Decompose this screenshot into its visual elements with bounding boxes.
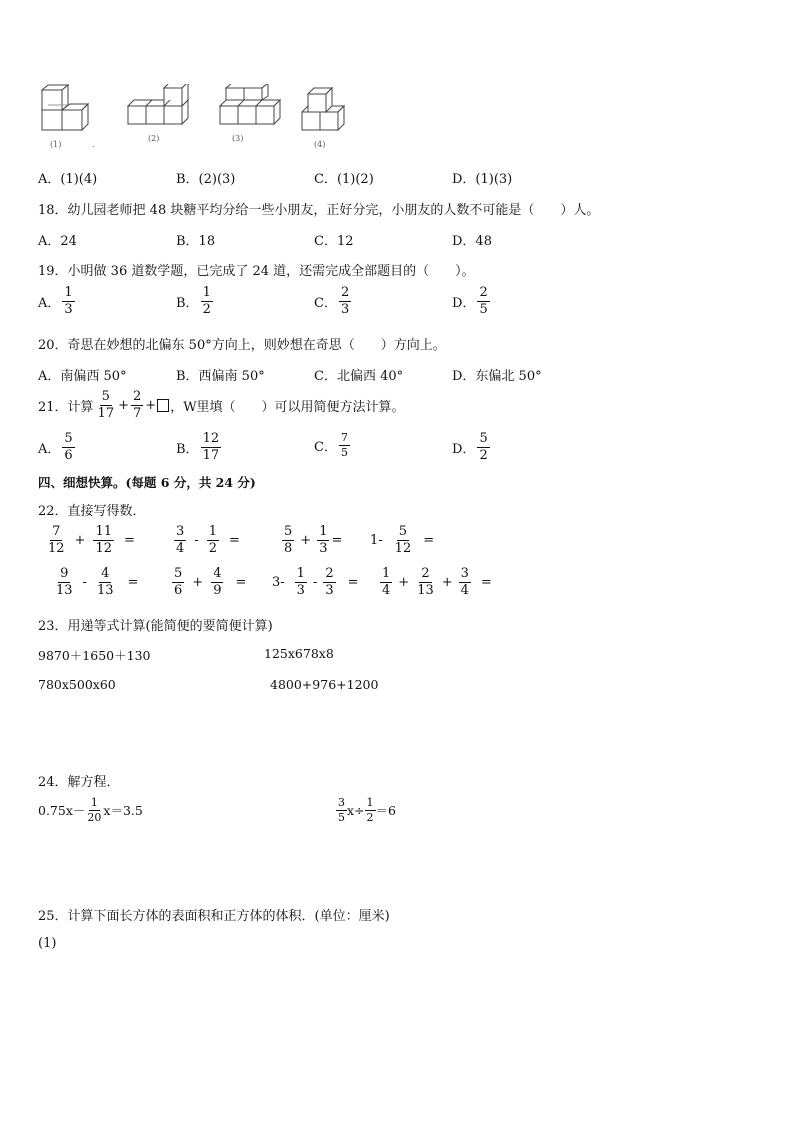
q21-option-a: A． $\frac{5}{6}$ bbox=[38, 431, 73, 463]
q18-option-b: B．18 bbox=[176, 234, 216, 249]
q22-expr-6: $\frac{5}{6}$ + $\frac{4}{9}$ = bbox=[174, 566, 247, 598]
q24-equation-1: 0.75x－ $\frac{1}{20}$ x＝3.5 bbox=[38, 796, 143, 824]
q17-option-c: C．(1)(2) bbox=[314, 172, 374, 187]
q19-option-c: C． $\frac{2}{3}$ bbox=[314, 285, 350, 317]
q23-question: 23．用递等式计算(能简便的要简便计算) bbox=[38, 619, 273, 634]
q20-option-c: C．北偏西 40° bbox=[314, 369, 404, 384]
q22-expr-1: $\frac{7}{12}$ + $\frac{11}{12}$ = bbox=[48, 524, 135, 556]
q24-equation-2: $\frac{3}{5}$ x÷ $\frac{1}{2}$ ＝6 bbox=[338, 796, 396, 824]
q22-expr-5: $\frac{9}{13}$ - $\frac{4}{13}$ = bbox=[56, 566, 139, 598]
fraction: $\frac{2}{5}$ bbox=[479, 285, 488, 317]
q23-expr-3: 780x500x60 bbox=[38, 677, 116, 692]
q21-option-b: B． $\frac{12}{17}$ bbox=[176, 431, 220, 463]
q18-option-d: D．48 bbox=[452, 234, 492, 249]
section-4-title: 四、细想快算。(每题 6 分，共 24 分) bbox=[38, 475, 256, 490]
fraction: $\frac{1}{2}$ bbox=[202, 285, 211, 317]
cube-figure-3 bbox=[218, 84, 282, 136]
fraction: $\frac{5}{6}$ bbox=[64, 431, 73, 463]
cube-figure-2 bbox=[126, 84, 190, 136]
q22-expr-2: $\frac{3}{4}$ - $\frac{1}{2}$ = bbox=[176, 524, 240, 556]
q21-question: 21．计算 $\frac{5}{17}$ + $\frac{2}{7}$ + ，W里填（ ）可以用简便方法计算。 bbox=[38, 389, 405, 421]
q25-sub-label: (1) bbox=[38, 936, 57, 951]
q22-question: 22．直接写得数． bbox=[38, 504, 146, 519]
q20-option-d: D．东偏北 50° bbox=[452, 369, 542, 384]
q18-option-a: A．24 bbox=[38, 234, 77, 249]
q20-option-a: A．南偏西 50° bbox=[38, 369, 127, 384]
q23-expr-4: 4800+976+1200 bbox=[270, 677, 379, 692]
fraction: $\frac{2}{7}$ bbox=[133, 389, 142, 421]
q22-expr-8: $\frac{1}{4}$ + $\frac{2}{13}$ + $\frac{3}{4}$ = bbox=[382, 566, 492, 598]
fraction: $\frac{5}{2}$ bbox=[479, 431, 488, 463]
fraction: $\frac{5}{17}$ bbox=[97, 389, 115, 421]
fraction: $\frac{1}{3}$ bbox=[64, 285, 73, 317]
q24-question: 24．解方程． bbox=[38, 775, 120, 790]
cube-figure-1 bbox=[38, 84, 98, 136]
q23-expr-1: 9870＋1650＋130 bbox=[38, 648, 151, 663]
fraction: $\frac{12}{17}$ bbox=[202, 431, 220, 463]
q22-expr-3: $\frac{5}{8}$ + $\frac{1}{3}$ = bbox=[284, 524, 343, 556]
q20-option-b: B．西偏南 50° bbox=[176, 369, 265, 384]
figure-label-3: (3) bbox=[232, 134, 244, 143]
q18-question: 18．幼儿园老师把 48 块糖平均分给一些小朋友，正好分完，小朋友的人数不可能是（ ）人。 bbox=[38, 203, 600, 218]
q19-question: 19．小明做 36 道数学题，已完成了 24 道，还需完成全部题目的（ ）。 bbox=[38, 264, 475, 279]
q17-option-a: A．(1)(4) bbox=[38, 172, 98, 187]
q22-expr-7: 3- $\frac{1}{3}$ - $\frac{2}{3}$ = bbox=[272, 566, 359, 598]
q25-question: 25．计算下面长方体的表面积和正方体的体积．(单位：厘米) bbox=[38, 909, 390, 924]
q18-option-c: C．12 bbox=[314, 234, 354, 249]
q17-option-b: B．(2)(3) bbox=[176, 172, 236, 187]
blank-box bbox=[157, 399, 169, 412]
figure-label-4: (4) bbox=[314, 140, 326, 149]
q19-option-d: D． $\frac{2}{5}$ bbox=[452, 285, 488, 317]
q21-option-c: C． $\frac{7}{5}$ bbox=[314, 431, 348, 459]
cube-figures bbox=[36, 84, 356, 152]
q22-expr-4: 1- $\frac{5}{12}$ = bbox=[370, 524, 435, 556]
q17-option-d: D．(1)(3) bbox=[452, 172, 513, 187]
figure-dot: . bbox=[92, 140, 95, 149]
q23-expr-2: 125x678x8 bbox=[264, 646, 334, 661]
q20-question: 20．奇思在妙想的北偏东 50°方向上，则妙想在奇思（ ）方向上。 bbox=[38, 338, 446, 353]
figure-label-2: (2) bbox=[148, 134, 160, 143]
figure-label-1: (1) bbox=[50, 140, 62, 149]
q19-option-a: A． $\frac{1}{3}$ bbox=[38, 285, 73, 317]
q21-option-d: D． $\frac{5}{2}$ bbox=[452, 431, 488, 463]
fraction: $\frac{7}{5}$ bbox=[340, 431, 348, 459]
q19-option-b: B． $\frac{1}{2}$ bbox=[176, 285, 211, 317]
cube-figure-4 bbox=[298, 84, 354, 140]
fraction: $\frac{2}{3}$ bbox=[340, 285, 350, 317]
